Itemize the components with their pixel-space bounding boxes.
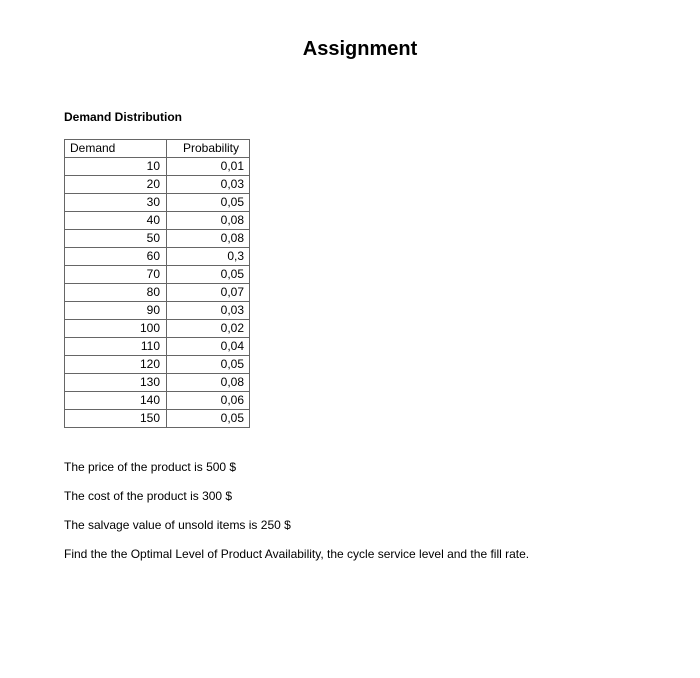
demand-cell: 50 bbox=[65, 230, 167, 248]
demand-cell: 110 bbox=[65, 338, 167, 356]
task-line: Find the the Optimal Level of Product Availability, the cycle service level and the fill rate. bbox=[64, 547, 530, 561]
probability-cell: 0,04 bbox=[167, 338, 250, 356]
table-row bbox=[65, 230, 250, 248]
table-row bbox=[65, 266, 250, 284]
demand-cell: 30 bbox=[65, 194, 167, 212]
probability-cell: 0,01 bbox=[167, 158, 250, 176]
table-row bbox=[65, 338, 250, 356]
section-heading: Demand Distribution bbox=[64, 110, 183, 124]
price-line: The price of the product is 500 $ bbox=[64, 460, 237, 474]
table-row bbox=[65, 176, 250, 194]
probability-cell: 0,08 bbox=[167, 212, 250, 230]
demand-cell: 40 bbox=[65, 212, 167, 230]
probability-cell: 0,03 bbox=[167, 302, 250, 320]
table-row bbox=[65, 410, 250, 428]
probability-cell: 0,05 bbox=[167, 356, 250, 374]
demand-cell: 100 bbox=[65, 320, 167, 338]
table-row bbox=[65, 194, 250, 212]
demand-cell: 20 bbox=[65, 176, 167, 194]
table-row bbox=[65, 356, 250, 374]
table-row bbox=[65, 374, 250, 392]
table-header-row bbox=[65, 140, 250, 158]
column-header-demand: Demand bbox=[65, 140, 167, 158]
demand-cell: 140 bbox=[65, 392, 167, 410]
demand-cell: 10 bbox=[65, 158, 167, 176]
demand-cell: 120 bbox=[65, 356, 167, 374]
table-row bbox=[65, 212, 250, 230]
column-header-probability: Probability bbox=[167, 140, 250, 158]
demand-cell: 60 bbox=[65, 248, 167, 266]
table-row bbox=[65, 284, 250, 302]
probability-cell: 0,03 bbox=[167, 176, 250, 194]
table-row bbox=[65, 320, 250, 338]
demand-cell: 70 bbox=[65, 266, 167, 284]
table-row bbox=[65, 392, 250, 410]
probability-cell: 0,3 bbox=[167, 248, 250, 266]
demand-cell: 80 bbox=[65, 284, 167, 302]
demand-cell: 150 bbox=[65, 410, 167, 428]
probability-cell: 0,06 bbox=[167, 392, 250, 410]
probability-cell: 0,08 bbox=[167, 230, 250, 248]
table-row bbox=[65, 248, 250, 266]
probability-cell: 0,07 bbox=[167, 284, 250, 302]
table-row bbox=[65, 302, 250, 320]
probability-cell: 0,05 bbox=[167, 410, 250, 428]
page-title: Assignment bbox=[302, 38, 418, 60]
probability-cell: 0,08 bbox=[167, 374, 250, 392]
salvage-line: The salvage value of unsold items is 250 $ bbox=[64, 518, 291, 532]
probability-cell: 0,05 bbox=[167, 266, 250, 284]
table-body bbox=[65, 158, 250, 428]
probability-cell: 0,05 bbox=[167, 194, 250, 212]
demand-distribution-table bbox=[64, 139, 250, 428]
probability-cell: 0,02 bbox=[167, 320, 250, 338]
demand-cell: 90 bbox=[65, 302, 167, 320]
demand-cell: 130 bbox=[65, 374, 167, 392]
table-row bbox=[65, 158, 250, 176]
cost-line: The cost of the product is 300 $ bbox=[64, 489, 233, 503]
